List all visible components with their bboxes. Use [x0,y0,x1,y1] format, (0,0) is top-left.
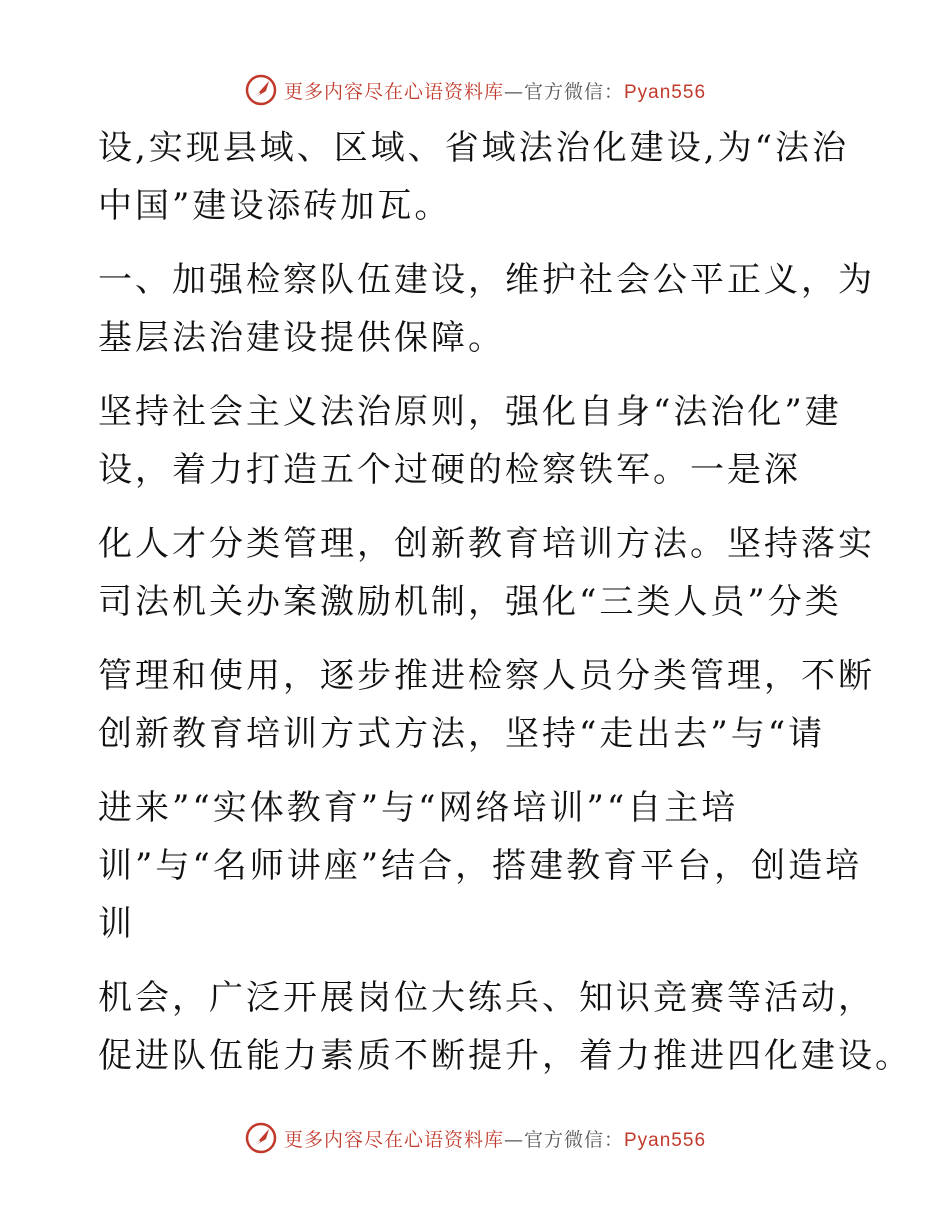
body-text-line: 设，着力打造五个过硬的检察铁军。一是深 [98,450,801,490]
section-heading-line: 基层法治建设提供保障。 [98,318,505,358]
body-text-line: 训 [98,904,135,944]
watermark-text: 更多内容尽在心语资料库—官方微信：Pyan556 [283,80,707,103]
quill-pen-logo-icon [244,73,278,107]
body-text-line: 设,实现县域、区域、省域法治化建设,为“法治 [98,128,849,168]
body-text-line: 管理和使用，逐步推进检察人员分类管理，不断 [98,656,875,696]
body-text-line: 坚持社会主义法治原则，强化自身“法治化”建 [98,392,842,432]
body-text-line: 化人才分类管理，创新教育培训方法。坚持落实 [98,524,875,564]
body-text-line: 中国”建设添砖加瓦。 [98,186,452,226]
section-heading-line: 一、加强检察队伍建设，维护社会公平正义，为 [98,260,875,300]
body-text-line: 创新教育培训方式方法，坚持“走出去”与“请 [98,714,826,754]
quill-pen-logo-icon [244,1121,278,1155]
footer-watermark [0,1118,950,1158]
body-text-line: 训”与“名师讲座”结合，搭建教育平台，创造培 [98,846,863,886]
body-text-line: 促进队伍能力素质不断提升，着力推进四化建设。 [98,1036,912,1076]
header-watermark [0,70,950,110]
watermark-text: 更多内容尽在心语资料库—官方微信：Pyan556 [283,1128,707,1151]
body-text-line: 机会，广泛开展岗位大练兵、知识竞赛等活动， [98,978,875,1018]
body-text-line: 进来”“实体教育”与“网络培训”“自主培 [98,788,739,828]
body-text-line: 司法机关办案激励机制，强化“三类人员”分类 [98,582,842,622]
